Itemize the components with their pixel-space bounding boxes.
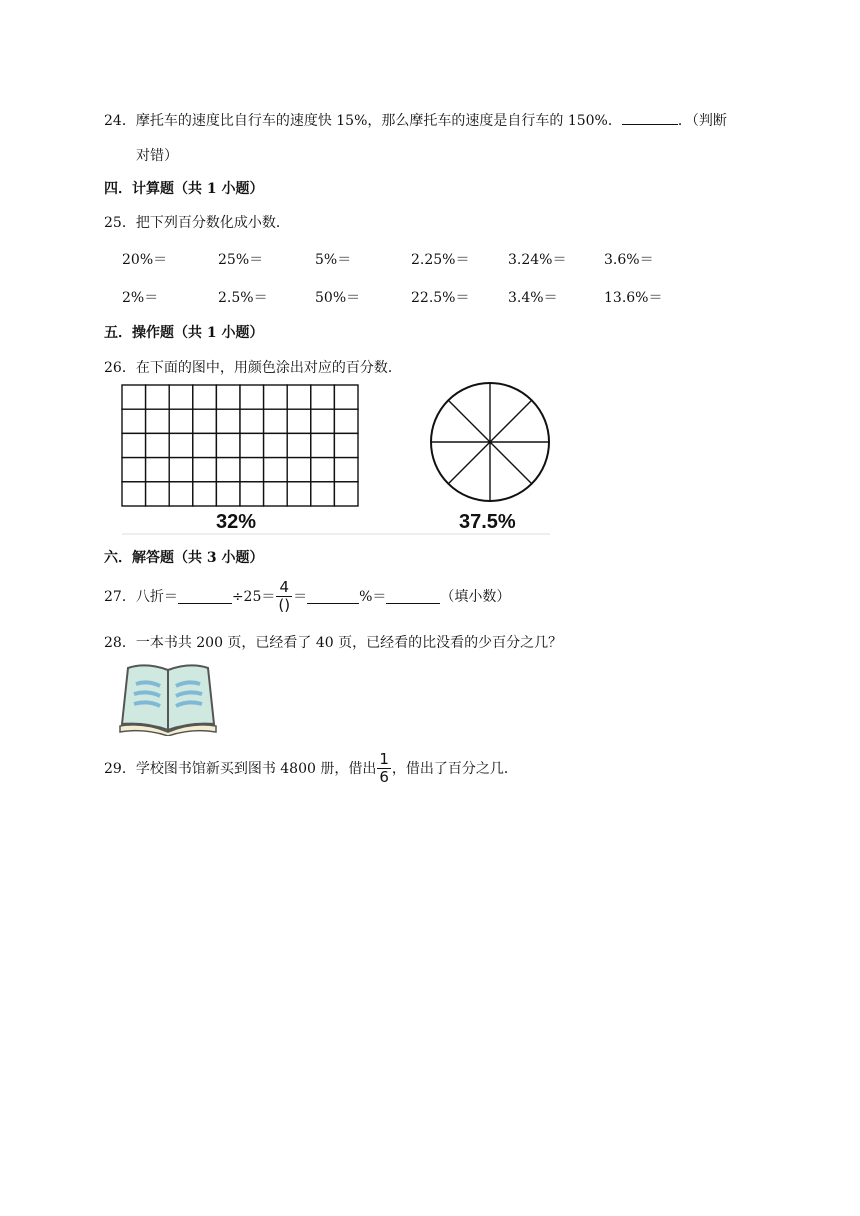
grid-cell[interactable] bbox=[287, 458, 311, 482]
percent-grid[interactable] bbox=[122, 385, 358, 506]
q26-figure bbox=[118, 382, 553, 537]
q25-item: 25%＝ bbox=[218, 252, 264, 268]
grid-cell[interactable] bbox=[193, 458, 217, 482]
grid-cell[interactable] bbox=[216, 409, 240, 433]
grid-cell[interactable] bbox=[264, 409, 288, 433]
grid-cell[interactable] bbox=[240, 482, 264, 506]
grid-cell[interactable] bbox=[240, 458, 264, 482]
grid-cell[interactable] bbox=[311, 433, 335, 457]
question-29 bbox=[104, 749, 518, 787]
grid-cell[interactable] bbox=[240, 409, 264, 433]
q24-text-line2: 对错） bbox=[136, 148, 178, 164]
grid-cell[interactable] bbox=[264, 385, 288, 409]
grid-cell[interactable] bbox=[146, 482, 170, 506]
q29-frac-num: 1 bbox=[379, 749, 389, 768]
q25-item: 3.6%＝ bbox=[604, 252, 654, 268]
grid-cell[interactable] bbox=[216, 482, 240, 506]
grid-cell[interactable] bbox=[169, 409, 193, 433]
grid-cell[interactable] bbox=[122, 482, 146, 506]
grid-cell[interactable] bbox=[311, 409, 335, 433]
q25-item: 3.4%＝ bbox=[508, 290, 558, 306]
grid-cell[interactable] bbox=[334, 385, 358, 409]
q27-prefix: 27．八折＝ bbox=[104, 589, 178, 605]
grid-cell[interactable] bbox=[334, 458, 358, 482]
grid-cell[interactable] bbox=[216, 458, 240, 482]
grid-cell[interactable] bbox=[216, 385, 240, 409]
q27-fraction bbox=[276, 577, 292, 614]
grid-cell[interactable] bbox=[146, 458, 170, 482]
q29-fraction bbox=[377, 749, 391, 786]
grid-cell[interactable] bbox=[146, 385, 170, 409]
grid-cell[interactable] bbox=[334, 433, 358, 457]
q24-text: 24．摩托车的速度比自行车的速度快 15%，那么摩托车的速度是自行车的 150%． bbox=[104, 113, 622, 129]
q27-blank-1[interactable] bbox=[178, 589, 232, 604]
q25-item: 5%＝ bbox=[315, 252, 352, 268]
grid-cell[interactable] bbox=[287, 409, 311, 433]
q27-div: ÷25＝ bbox=[231, 589, 276, 605]
grid-cell[interactable] bbox=[311, 482, 335, 506]
grid-cell[interactable] bbox=[264, 433, 288, 457]
q25-item: 2%＝ bbox=[122, 290, 159, 306]
question-27 bbox=[104, 578, 510, 614]
grid-cell[interactable] bbox=[216, 433, 240, 457]
q27-suffix: （填小数） bbox=[440, 589, 511, 605]
q25-item: 20%＝ bbox=[122, 252, 168, 268]
grid-cell[interactable] bbox=[287, 433, 311, 457]
q25-item: 50%＝ bbox=[315, 290, 361, 306]
percent-circle[interactable] bbox=[431, 383, 549, 501]
q27-frac-den[interactable]: () bbox=[278, 595, 291, 614]
grid-cell[interactable] bbox=[264, 458, 288, 482]
section-4-title: 四．计算题（共 1 小题） bbox=[104, 181, 264, 197]
question-24 bbox=[104, 110, 727, 130]
grid-cell[interactable] bbox=[146, 433, 170, 457]
q27-eq: ＝ bbox=[293, 589, 308, 605]
grid-cell[interactable] bbox=[193, 433, 217, 457]
q25-item: 3.24%＝ bbox=[508, 252, 567, 268]
section-6-title: 六．解答题（共 3 小题） bbox=[104, 550, 264, 566]
grid-cell[interactable] bbox=[311, 458, 335, 482]
q27-percent: %＝ bbox=[359, 589, 387, 605]
grid-cell[interactable] bbox=[311, 385, 335, 409]
grid-cell[interactable] bbox=[169, 458, 193, 482]
grid-cell[interactable] bbox=[169, 385, 193, 409]
q25-item: 2.5%＝ bbox=[218, 290, 268, 306]
q29-prefix: 29．学校图书馆新买到图书 4800 册，借出 bbox=[104, 761, 377, 777]
q25-item: 13.6%＝ bbox=[604, 290, 663, 306]
question-25-text: 25．把下列百分数化成小数． bbox=[104, 215, 290, 231]
grid-cell[interactable] bbox=[146, 409, 170, 433]
grid-cell[interactable] bbox=[334, 482, 358, 506]
grid-cell[interactable] bbox=[122, 409, 146, 433]
grid-cell[interactable] bbox=[287, 482, 311, 506]
grid-cell[interactable] bbox=[240, 433, 264, 457]
grid-cell[interactable] bbox=[334, 409, 358, 433]
grid-cell[interactable] bbox=[240, 385, 264, 409]
q27-frac-num: 4 bbox=[279, 577, 289, 596]
section-5-title: 五．操作题（共 1 小题） bbox=[104, 325, 264, 341]
grid-cell[interactable] bbox=[287, 385, 311, 409]
grid-percent-label: 32% bbox=[216, 511, 257, 533]
q24-answer-blank[interactable] bbox=[622, 110, 678, 125]
q29-suffix: ，借出了百分之几． bbox=[391, 761, 518, 777]
book-image bbox=[118, 660, 218, 740]
question-28-text: 28．一本书共 200 页，已经看了 40 页，已经看的比没看的少百分之几？ bbox=[104, 635, 563, 651]
grid-cell[interactable] bbox=[193, 482, 217, 506]
q27-blank-2[interactable] bbox=[307, 589, 359, 604]
grid-cell[interactable] bbox=[193, 385, 217, 409]
grid-cell[interactable] bbox=[122, 433, 146, 457]
book-icon bbox=[118, 660, 218, 736]
grid-cell[interactable] bbox=[169, 482, 193, 506]
q25-item: 2.25%＝ bbox=[411, 252, 470, 268]
q24-text-after: ．（判断 bbox=[677, 113, 727, 129]
grid-cell[interactable] bbox=[264, 482, 288, 506]
grid-cell[interactable] bbox=[193, 409, 217, 433]
grid-cell[interactable] bbox=[122, 385, 146, 409]
q27-blank-3[interactable] bbox=[386, 589, 440, 604]
grid-cell[interactable] bbox=[122, 458, 146, 482]
question-26-text: 26．在下面的图中，用颜色涂出对应的百分数． bbox=[104, 360, 402, 376]
q29-frac-den: 6 bbox=[379, 767, 389, 786]
circle-percent-label: 37.5% bbox=[459, 511, 516, 533]
grid-cell[interactable] bbox=[169, 433, 193, 457]
q25-item: 22.5%＝ bbox=[411, 290, 470, 306]
